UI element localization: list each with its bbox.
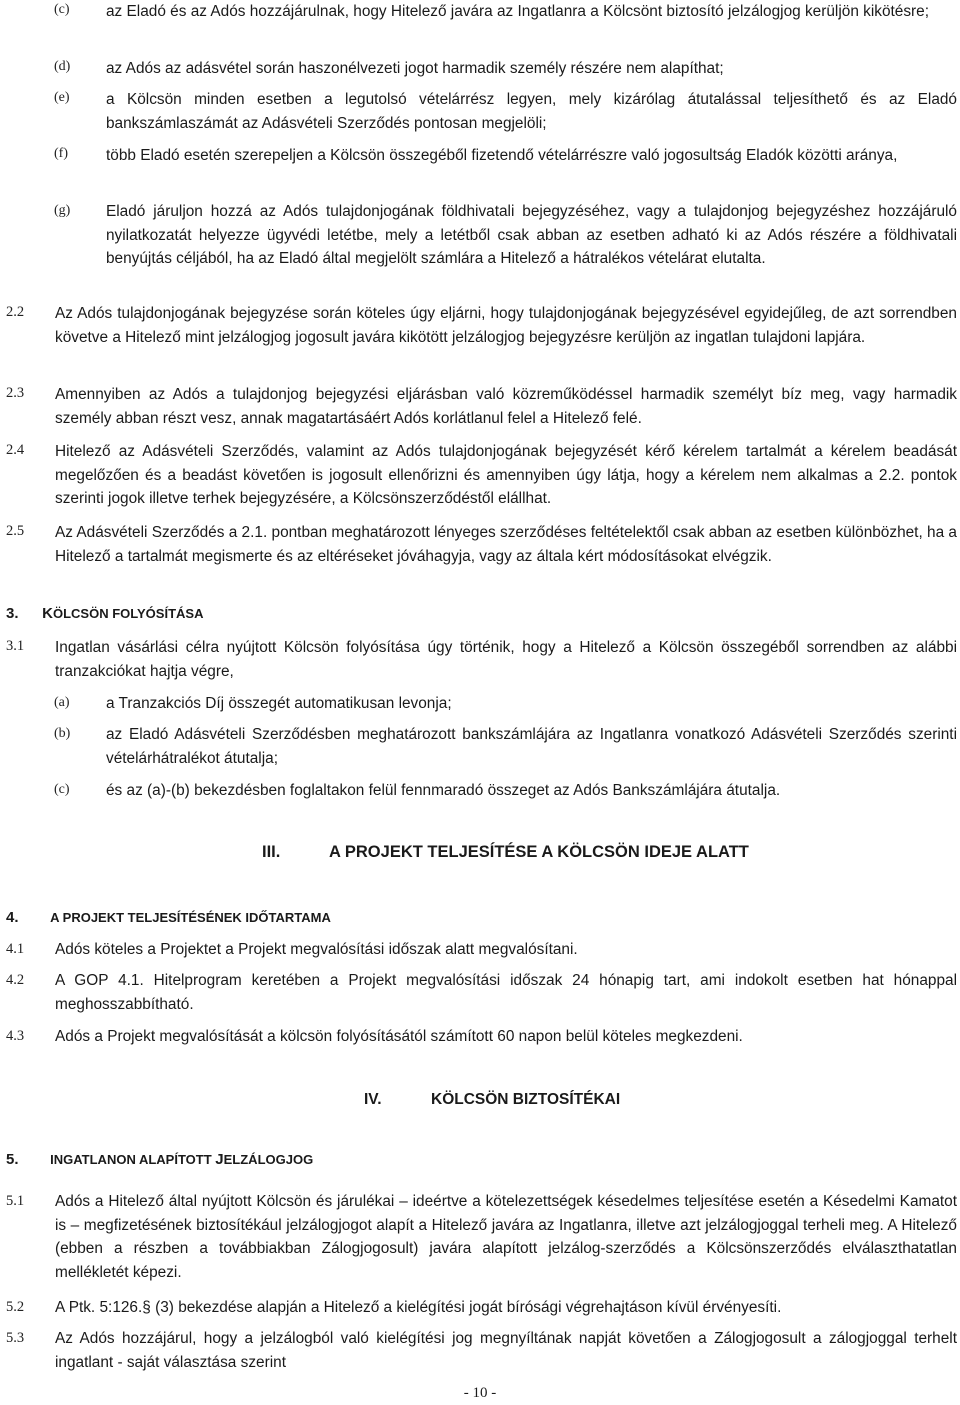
item-label-a: (a) — [54, 695, 70, 710]
item-text-b: az Eladó Adásvételi Szerződésben meghatározott bankszámlájára az Ingatlanra vonatkozó Adásvételi Szerződés szerinti vételárhátralékot átutalja; — [106, 726, 957, 767]
clause-text: Adós köteles a Projektet a Projekt megvalósítási időszak alatt megvalósítani. — [55, 941, 578, 958]
clause-number: 4.1 — [6, 941, 25, 957]
item-label-d: (d) — [54, 59, 71, 74]
item-text-d: az Adós az adásvétel során haszonélvezeti jogot harmadik személy részére nem alapíthat; — [106, 60, 724, 77]
chapter-title: KÖLCSÖN BIZTOSÍTÉKAI — [431, 1091, 621, 1108]
item-label-f: (f) — [54, 146, 68, 161]
item-label-c: (c) — [54, 2, 70, 17]
item-text-f: több Eladó esetén szerepeljen a Kölcsön összegéből fizetendő vételárrészre való jogosultság Eladók közötti aránya, — [106, 147, 898, 164]
clause-text: A Ptk. 5:126.§ (3) bekezdése alapján a Hitelező a kielégítési jogát bírósági végrehajtáson kívül érvényesíti. — [55, 1299, 782, 1316]
clause-number: 3.1 — [6, 638, 25, 654]
clause-text: Adós a Projekt megvalósítását a kölcsön folyósításától számított 60 napon belül köteles megkezdeni. — [55, 1028, 743, 1045]
item-text-c: az Eladó és az Adós hozzájárulnak, hogy Hitelező javára az Ingatlanra a Kölcsönt biztosító jelzálogjog kerüljön kikötésre; — [106, 3, 930, 20]
clause-number: 2.3 — [6, 385, 25, 401]
clause-number: 5.3 — [6, 1330, 25, 1346]
item-label-c2: (c) — [54, 782, 70, 797]
clause-text: Az Adásvételi Szerződés a 2.1. pontban meghatározott lényeges szerződéses feltételektől csak abban az esetben különbözhet, ha a Hitelező a tartalmát megismerte és az eltéréseket jóváhagyja, vagy az általa kért módosításokat elvégzik. — [55, 524, 957, 565]
item-label-e: (e) — [54, 90, 70, 105]
clause-text: Amennyiben az Adós a tulajdonjog bejegyzési eljárásban való közreműködéssel harmadik személyt bíz meg, vagy harmadik személy abban részt vesz, annak magatartásáért Adós korlátlanul felel a Hitelező felé. — [55, 386, 957, 427]
item-label-b: (b) — [54, 726, 71, 741]
clause-text: Adós a Hitelező által nyújtott Kölcsön és járulékai – ideértve a kötelezettségek késedelmes teljesítése esetén a Késedelmi Kamatot is – megfizetésének biztosítékául jelzálogjogot alapít a Hitelező javára az Ingatlanra, illetve azt jelzálogjoggal terheli meg. A Hitelező (ebben a részben a továbbiakban Zálogjogosult) javára alapított jelzálog-szerződés a Kölcsönszerződés elválaszthatatlan mellékletét képezi. — [55, 1193, 957, 1281]
chapter-number: IV. — [364, 1091, 382, 1108]
item-text-c2: és az (a)-(b) bekezdésben foglaltakon felül fennmaradó összeget az Adós Bankszámlájára átutalja. — [106, 782, 781, 799]
clause-text: Az Adós hozzájárul, hogy a jelzálogból való kielégítési jog megnyíltának napját követően a Zálogjogosult a zálogjoggal terhelt ingatlant - saját választása szerint — [55, 1330, 957, 1371]
item-text-e: a Kölcsön minden esetben a legutolsó vételárrész legyen, mely kizárólag átutalással teljesíthető és az Eladó bankszámlaszámát az Adásvételi Szerződés pontosan megjelöli; — [106, 91, 957, 132]
item-text-a: a Tranzakciós Díj összegét automatikusan levonja; — [106, 695, 452, 712]
item-label-g: (g) — [54, 203, 71, 218]
clause-number: 2.4 — [6, 442, 25, 458]
clause-number: 2.2 — [6, 304, 25, 320]
clause-text: Ingatlan vásárlási célra nyújtott Kölcsön folyósítása úgy történik, hogy a Hitelező a Kölcsön összegéből sorrendben az alábbi tranzakciókat hajtja végre, — [55, 639, 957, 680]
clause-text: Hitelező az Adásvételi Szerződés, valamint az Adós tulajdonjogának bejegyzését kérő kérelem tartalmát a kérelem beadását megelőzően és a beadást követően is jogosult ellenőrizni és amennyiben úgy látja, hogy a kérelem nem alkalmas a 2.2. pontok szerinti jogok illetve terhek bejegyzésére, a Kölcsönszerződéstől elállhat. — [55, 443, 957, 507]
item-text-g: Eladó járuljon hozzá az Adós tulajdonjogának földhivatali bejegyzéséhez, vagy a tulajdonjog bejegyzéshez hozzájáruló nyilatkozatát helyezze ügyvédi letétbe, mely a letétből csak abban az esetben adható ki az Adós részére a földhivatali benyújtás céljából, ha az Eladó által megjelölt számlára a Hitelező a hátralékos vételárat elutalta. — [106, 203, 957, 267]
clause-number: 2.5 — [6, 523, 25, 539]
clause-number: 5.2 — [6, 1299, 25, 1315]
chapter-number: III. — [262, 843, 281, 861]
clause-number: 4.2 — [6, 972, 25, 988]
page-number: - 10 - — [463, 1385, 497, 1401]
clause-text: Az Adós tulajdonjogának bejegyzése során köteles úgy eljárni, hogy tulajdonjogának bejegyzésével egyidejűleg, de azt sorrendben követve a Hitelező mint jelzálogjog jogosult javára kikötött jelzálogjog bejegyzésre kerüljön az ingatlan tulajdoni lapjára. — [55, 305, 957, 346]
section-heading-3: 3. KÖLCSÖN FOLYÓSÍTÁSA — [6, 605, 204, 622]
section-heading-5: 5. INGATLANON ALAPÍTOTT JELZÁLOGJOG — [6, 1151, 314, 1168]
chapter-title: A PROJEKT TELJESÍTÉSE A KÖLCSÖN IDEJE ALATT — [329, 843, 749, 861]
clause-text: A GOP 4.1. Hitelprogram keretében a Projekt megvalósítási időszak 24 hónapig tart, ami indokolt esetben hat hónappal meghosszabbítható. — [55, 972, 957, 1013]
section-heading-4: 4. A PROJEKT TELJESÍTÉSÉNEK IDŐTARTAMA — [6, 909, 331, 926]
clause-number: 4.3 — [6, 1028, 25, 1044]
clause-number: 5.1 — [6, 1193, 25, 1209]
